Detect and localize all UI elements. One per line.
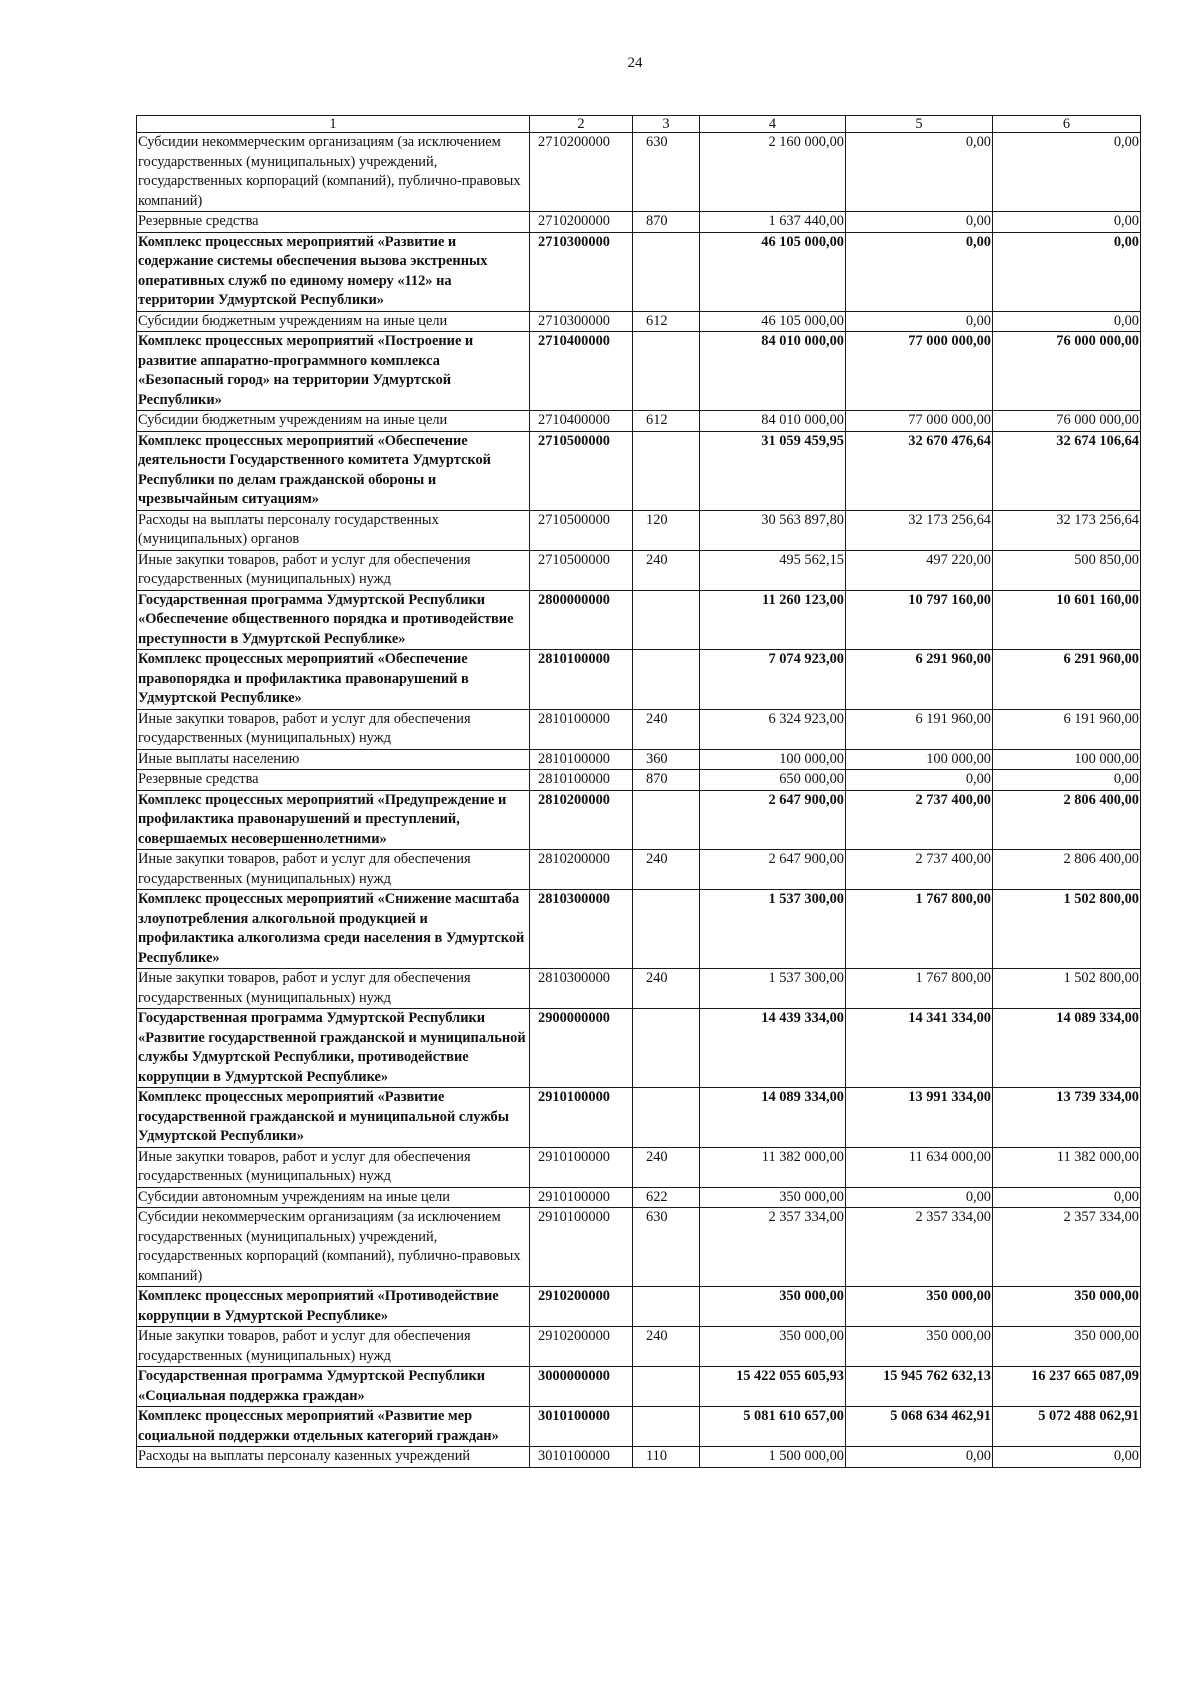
row-amount-2-cell: 14 341 334,00 (846, 1009, 993, 1088)
row-amount-1-cell: 1 637 440,00 (700, 212, 846, 233)
row-amount-1-cell: 1 500 000,00 (700, 1447, 846, 1468)
header-cell: 6 (993, 116, 1141, 133)
row-name-cell: Комплекс процессных мероприятий «Снижение масштаба злоупотребления алкогольной продукцией и профилактика алкоголизма среди населения в Удмуртской Республике» (137, 890, 530, 969)
row-amount-1-cell: 350 000,00 (700, 1327, 846, 1367)
row-code-cell: 3010100000 (530, 1407, 633, 1447)
table-row (137, 133, 1141, 212)
row-kvr-cell: 240 (633, 550, 700, 590)
table-row (137, 1447, 1141, 1468)
row-amount-3-cell: 32 173 256,64 (993, 510, 1141, 550)
row-kvr-cell: 622 (633, 1187, 700, 1208)
header-row (137, 116, 1141, 133)
row-code-cell: 2810200000 (530, 850, 633, 890)
row-code-cell: 2710300000 (530, 232, 633, 311)
row-amount-1-cell: 31 059 459,95 (700, 431, 846, 510)
row-amount-3-cell: 6 291 960,00 (993, 650, 1141, 710)
row-amount-3-cell: 2 806 400,00 (993, 790, 1141, 850)
table-row (137, 770, 1141, 791)
row-code-cell: 2710300000 (530, 311, 633, 332)
row-name-cell: Государственная программа Удмуртской Республики «Социальная поддержка граждан» (137, 1367, 530, 1407)
row-name-cell: Комплекс процессных мероприятий «Предупреждение и профилактика правонарушений и преступлений, совершаемых несовершеннолетними» (137, 790, 530, 850)
row-kvr-cell (633, 1287, 700, 1327)
row-amount-1-cell: 84 010 000,00 (700, 411, 846, 432)
row-amount-1-cell: 30 563 897,80 (700, 510, 846, 550)
table-row (137, 510, 1141, 550)
table-row (137, 411, 1141, 432)
row-amount-3-cell: 16 237 665 087,09 (993, 1367, 1141, 1407)
row-amount-1-cell: 11 260 123,00 (700, 590, 846, 650)
row-name-cell: Комплекс процессных мероприятий «Обеспечение правопорядка и профилактика правонарушений в Удмуртской Республике» (137, 650, 530, 710)
row-amount-3-cell: 500 850,00 (993, 550, 1141, 590)
row-kvr-cell (633, 590, 700, 650)
row-amount-1-cell: 7 074 923,00 (700, 650, 846, 710)
row-name-cell: Резервные средства (137, 770, 530, 791)
row-name-cell: Комплекс процессных мероприятий «Обеспечение деятельности Государственного комитета Удмуртской Республики по делам гражданской обороны и чрезвычайным ситуациям» (137, 431, 530, 510)
row-amount-1-cell: 1 537 300,00 (700, 969, 846, 1009)
row-amount-2-cell: 0,00 (846, 212, 993, 233)
row-kvr-cell (633, 1009, 700, 1088)
table-row (137, 1407, 1141, 1447)
row-name-cell: Резервные средства (137, 212, 530, 233)
row-amount-1-cell: 5 081 610 657,00 (700, 1407, 846, 1447)
row-kvr-cell: 360 (633, 749, 700, 770)
row-name-cell: Комплекс процессных мероприятий «Противодействие коррупции в Удмуртской Республике» (137, 1287, 530, 1327)
row-amount-3-cell: 0,00 (993, 1187, 1141, 1208)
row-name-cell: Иные закупки товаров, работ и услуг для обеспечения государственных (муниципальных) нужд (137, 1147, 530, 1187)
row-amount-2-cell: 6 291 960,00 (846, 650, 993, 710)
row-amount-3-cell: 10 601 160,00 (993, 590, 1141, 650)
row-code-cell: 2710400000 (530, 411, 633, 432)
row-amount-1-cell: 650 000,00 (700, 770, 846, 791)
row-amount-1-cell: 6 324 923,00 (700, 709, 846, 749)
table-row (137, 709, 1141, 749)
row-amount-2-cell: 497 220,00 (846, 550, 993, 590)
row-amount-3-cell: 2 357 334,00 (993, 1208, 1141, 1287)
table-row (137, 1147, 1141, 1187)
row-name-cell: Субсидии бюджетным учреждениям на иные цели (137, 411, 530, 432)
row-amount-2-cell: 15 945 762 632,13 (846, 1367, 993, 1407)
row-name-cell: Субсидии некоммерческим организациям (за исключением государственных (муниципальных) учреждений, государственных корпораций (компаний), публично-правовых компаний) (137, 1208, 530, 1287)
row-amount-1-cell: 84 010 000,00 (700, 332, 846, 411)
row-name-cell: Субсидии бюджетным учреждениям на иные цели (137, 311, 530, 332)
table-row (137, 1287, 1141, 1327)
row-amount-1-cell: 2 647 900,00 (700, 850, 846, 890)
row-amount-3-cell: 0,00 (993, 133, 1141, 212)
row-amount-2-cell: 6 191 960,00 (846, 709, 993, 749)
row-code-cell: 2910200000 (530, 1287, 633, 1327)
row-name-cell: Государственная программа Удмуртской Республики «Обеспечение общественного порядка и противодействие преступности в Удмуртской Республике» (137, 590, 530, 650)
row-kvr-cell (633, 1088, 700, 1148)
row-amount-3-cell: 1 502 800,00 (993, 969, 1141, 1009)
row-code-cell: 2810100000 (530, 650, 633, 710)
row-amount-2-cell: 0,00 (846, 232, 993, 311)
row-amount-2-cell: 1 767 800,00 (846, 890, 993, 969)
row-amount-2-cell: 5 068 634 462,91 (846, 1407, 993, 1447)
row-amount-2-cell: 100 000,00 (846, 749, 993, 770)
row-amount-1-cell: 46 105 000,00 (700, 232, 846, 311)
row-amount-2-cell: 77 000 000,00 (846, 411, 993, 432)
row-amount-3-cell: 11 382 000,00 (993, 1147, 1141, 1187)
row-code-cell: 2910200000 (530, 1327, 633, 1367)
row-name-cell: Расходы на выплаты персоналу казенных учреждений (137, 1447, 530, 1468)
row-amount-2-cell: 350 000,00 (846, 1327, 993, 1367)
row-kvr-cell: 612 (633, 311, 700, 332)
table-row (137, 212, 1141, 233)
page-number: 24 (627, 55, 643, 71)
row-kvr-cell (633, 650, 700, 710)
table-row (137, 749, 1141, 770)
row-amount-3-cell: 13 739 334,00 (993, 1088, 1141, 1148)
row-name-cell: Расходы на выплаты персоналу государственных (муниципальных) органов (137, 510, 530, 550)
row-amount-1-cell: 15 422 055 605,93 (700, 1367, 846, 1407)
row-code-cell: 2710400000 (530, 332, 633, 411)
row-code-cell: 2810100000 (530, 709, 633, 749)
row-amount-3-cell: 32 674 106,64 (993, 431, 1141, 510)
row-amount-1-cell: 350 000,00 (700, 1287, 846, 1327)
row-amount-3-cell: 76 000 000,00 (993, 332, 1141, 411)
row-name-cell: Субсидии автономным учреждениям на иные цели (137, 1187, 530, 1208)
row-kvr-cell: 110 (633, 1447, 700, 1468)
row-code-cell: 2900000000 (530, 1009, 633, 1088)
row-amount-3-cell: 5 072 488 062,91 (993, 1407, 1141, 1447)
table-row (137, 431, 1141, 510)
row-amount-2-cell: 0,00 (846, 311, 993, 332)
row-kvr-cell (633, 232, 700, 311)
row-amount-1-cell: 495 562,15 (700, 550, 846, 590)
row-amount-3-cell: 350 000,00 (993, 1327, 1141, 1367)
table-row (137, 232, 1141, 311)
row-amount-3-cell: 0,00 (993, 770, 1141, 791)
row-code-cell: 2910100000 (530, 1187, 633, 1208)
row-name-cell: Субсидии некоммерческим организациям (за исключением государственных (муниципальных) учреждений, государственных корпораций (компаний), публично-правовых компаний) (137, 133, 530, 212)
row-code-cell: 2810100000 (530, 770, 633, 791)
row-amount-3-cell: 0,00 (993, 1447, 1141, 1468)
row-amount-3-cell: 0,00 (993, 212, 1141, 233)
row-code-cell: 2910100000 (530, 1208, 633, 1287)
row-name-cell: Иные закупки товаров, работ и услуг для обеспечения государственных (муниципальных) нужд (137, 969, 530, 1009)
budget-table (136, 115, 1141, 1468)
row-amount-1-cell: 1 537 300,00 (700, 890, 846, 969)
row-code-cell: 2710200000 (530, 212, 633, 233)
row-amount-3-cell: 1 502 800,00 (993, 890, 1141, 969)
table-row (137, 890, 1141, 969)
row-amount-3-cell: 2 806 400,00 (993, 850, 1141, 890)
row-amount-3-cell: 0,00 (993, 311, 1141, 332)
row-name-cell: Комплекс процессных мероприятий «Развитие мер социальной поддержки отдельных категорий граждан» (137, 1407, 530, 1447)
row-amount-3-cell: 350 000,00 (993, 1287, 1141, 1327)
row-kvr-cell: 240 (633, 850, 700, 890)
table-row (137, 311, 1141, 332)
row-kvr-cell: 612 (633, 411, 700, 432)
row-amount-2-cell: 32 670 476,64 (846, 431, 993, 510)
row-name-cell: Иные закупки товаров, работ и услуг для обеспечения государственных (муниципальных) нужд (137, 550, 530, 590)
row-amount-2-cell: 32 173 256,64 (846, 510, 993, 550)
row-amount-1-cell: 100 000,00 (700, 749, 846, 770)
table-row (137, 1208, 1141, 1287)
row-amount-1-cell: 2 357 334,00 (700, 1208, 846, 1287)
row-kvr-cell (633, 332, 700, 411)
row-kvr-cell: 240 (633, 709, 700, 749)
row-name-cell: Комплекс процессных мероприятий «Развитие государственной гражданской и муниципальной службы Удмуртской Республики» (137, 1088, 530, 1148)
row-amount-2-cell: 0,00 (846, 1187, 993, 1208)
table-row (137, 590, 1141, 650)
header-cell: 1 (137, 116, 530, 133)
row-amount-2-cell: 2 737 400,00 (846, 850, 993, 890)
row-name-cell: Иные закупки товаров, работ и услуг для обеспечения государственных (муниципальных) нужд (137, 709, 530, 749)
row-amount-1-cell: 46 105 000,00 (700, 311, 846, 332)
header-cell: 5 (846, 116, 993, 133)
header-cell: 3 (633, 116, 700, 133)
row-amount-3-cell: 100 000,00 (993, 749, 1141, 770)
row-kvr-cell: 240 (633, 1327, 700, 1367)
row-code-cell: 2810300000 (530, 890, 633, 969)
table-row (137, 550, 1141, 590)
row-kvr-cell: 870 (633, 770, 700, 791)
row-code-cell: 2710500000 (530, 431, 633, 510)
row-amount-2-cell: 350 000,00 (846, 1287, 993, 1327)
table-row (137, 790, 1141, 850)
table-row (137, 1088, 1141, 1148)
row-amount-3-cell: 0,00 (993, 232, 1141, 311)
row-name-cell: Государственная программа Удмуртской Республики «Развитие государственной гражданской и муниципальной службы Удмуртской Республики, противодействие коррупции в Удмуртской Республике» (137, 1009, 530, 1088)
row-code-cell: 2910100000 (530, 1147, 633, 1187)
row-code-cell: 2810100000 (530, 749, 633, 770)
row-kvr-cell (633, 790, 700, 850)
row-kvr-cell (633, 431, 700, 510)
row-amount-1-cell: 2 647 900,00 (700, 790, 846, 850)
row-kvr-cell: 870 (633, 212, 700, 233)
row-amount-3-cell: 6 191 960,00 (993, 709, 1141, 749)
row-kvr-cell (633, 890, 700, 969)
row-name-cell: Иные выплаты населению (137, 749, 530, 770)
header-cell: 2 (530, 116, 633, 133)
row-code-cell: 2910100000 (530, 1088, 633, 1148)
row-code-cell: 2800000000 (530, 590, 633, 650)
table-row (137, 850, 1141, 890)
row-code-cell: 2710200000 (530, 133, 633, 212)
row-kvr-cell (633, 1407, 700, 1447)
row-name-cell: Иные закупки товаров, работ и услуг для обеспечения государственных (муниципальных) нужд (137, 850, 530, 890)
row-amount-1-cell: 14 089 334,00 (700, 1088, 846, 1148)
row-amount-2-cell: 0,00 (846, 770, 993, 791)
row-amount-2-cell: 77 000 000,00 (846, 332, 993, 411)
row-amount-1-cell: 14 439 334,00 (700, 1009, 846, 1088)
row-kvr-cell: 240 (633, 969, 700, 1009)
table-row (137, 1009, 1141, 1088)
row-amount-2-cell: 1 767 800,00 (846, 969, 993, 1009)
row-amount-1-cell: 11 382 000,00 (700, 1147, 846, 1187)
row-name-cell: Комплекс процессных мероприятий «Построение и развитие аппаратно-программного комплекса «Безопасный город» на территории Удмуртской Республики» (137, 332, 530, 411)
row-amount-2-cell: 2 737 400,00 (846, 790, 993, 850)
row-amount-2-cell: 2 357 334,00 (846, 1208, 993, 1287)
row-code-cell: 3010100000 (530, 1447, 633, 1468)
row-code-cell: 3000000000 (530, 1367, 633, 1407)
row-amount-2-cell: 10 797 160,00 (846, 590, 993, 650)
row-amount-3-cell: 76 000 000,00 (993, 411, 1141, 432)
table-row (137, 332, 1141, 411)
row-name-cell: Иные закупки товаров, работ и услуг для обеспечения государственных (муниципальных) нужд (137, 1327, 530, 1367)
table-row (137, 1327, 1141, 1367)
row-code-cell: 2710500000 (530, 510, 633, 550)
table-row (137, 969, 1141, 1009)
row-name-cell: Комплекс процессных мероприятий «Развитие и содержание системы обеспечения вызова экстренных оперативных служб по единому номеру «112» на территории Удмуртской Республики» (137, 232, 530, 311)
row-kvr-cell: 240 (633, 1147, 700, 1187)
row-amount-2-cell: 13 991 334,00 (846, 1088, 993, 1148)
row-code-cell: 2810200000 (530, 790, 633, 850)
row-amount-2-cell: 11 634 000,00 (846, 1147, 993, 1187)
row-code-cell: 2710500000 (530, 550, 633, 590)
row-code-cell: 2810300000 (530, 969, 633, 1009)
row-amount-2-cell: 0,00 (846, 133, 993, 212)
row-amount-1-cell: 2 160 000,00 (700, 133, 846, 212)
row-kvr-cell: 120 (633, 510, 700, 550)
table-row (137, 1187, 1141, 1208)
header-cell: 4 (700, 116, 846, 133)
table-row (137, 650, 1141, 710)
row-amount-2-cell: 0,00 (846, 1447, 993, 1468)
row-amount-3-cell: 14 089 334,00 (993, 1009, 1141, 1088)
row-kvr-cell (633, 1367, 700, 1407)
row-amount-1-cell: 350 000,00 (700, 1187, 846, 1208)
table-row (137, 1367, 1141, 1407)
row-kvr-cell: 630 (633, 1208, 700, 1287)
row-kvr-cell: 630 (633, 133, 700, 212)
